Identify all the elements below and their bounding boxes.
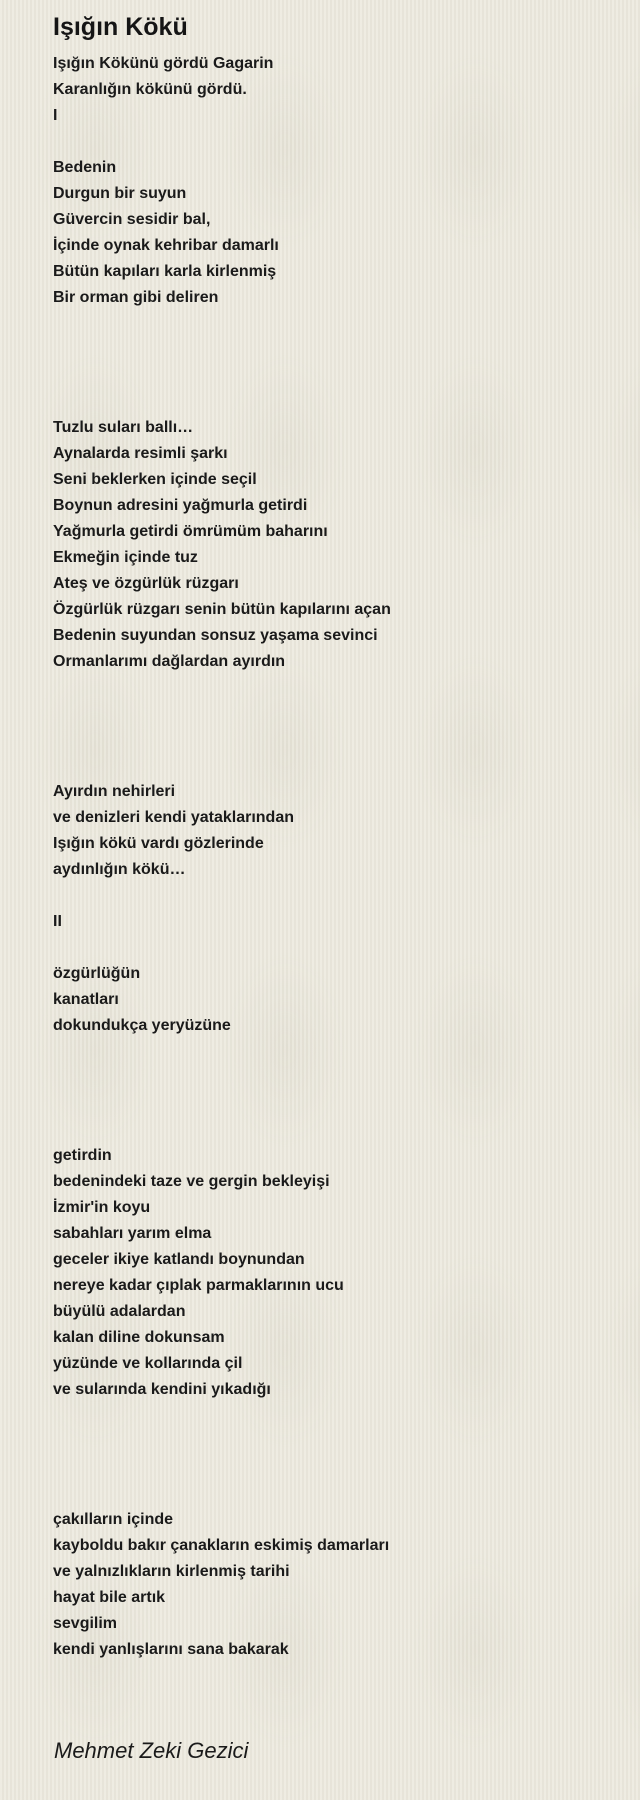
- poem-line: Karanlığın kökünü gördü.: [53, 81, 247, 98]
- poem-line: çakılların içinde: [53, 1511, 174, 1528]
- poem-line: aydınlığın kökü…: [53, 861, 186, 878]
- poem-line: Bir orman gibi deliren: [53, 289, 219, 306]
- poem-blank-line: [53, 1403, 613, 1429]
- poem-blank-line: [53, 1039, 613, 1065]
- poem-title: Işığın Kökü: [53, 13, 188, 41]
- poem-blank-line: [53, 753, 613, 779]
- poem-blank-line: [53, 363, 613, 389]
- poem-author: Mehmet Zeki Gezici: [54, 1738, 249, 1763]
- poem-line: sabahları yarım elma: [53, 1225, 212, 1242]
- poem-blank-line: [53, 883, 613, 909]
- poem-line: getirdin: [53, 1147, 112, 1164]
- poem-line: kayboldu bakır çanakların eskimiş damarları: [53, 1537, 390, 1554]
- poem-blank-line: [53, 935, 613, 961]
- poem-line: kalan diline dokunsam: [53, 1329, 225, 1346]
- poem-line: ve sularında kendini yıkadığı: [53, 1381, 271, 1398]
- poem-blank-line: [53, 1065, 613, 1091]
- poem-line: Bedenin suyundan sonsuz yaşama sevinci: [53, 627, 378, 644]
- poem-blank-line: [53, 675, 613, 701]
- poem-line: büyülü adalardan: [53, 1303, 186, 1320]
- poem-line: ve denizleri kendi yataklarından: [53, 809, 294, 826]
- poem-blank-line: [53, 129, 613, 155]
- poem-blank-line: [53, 1091, 613, 1117]
- poem-blank-line: [53, 337, 613, 363]
- poem-line: Işığın Kökünü gördü Gagarin: [53, 55, 274, 72]
- poem-line: Yağmurla getirdi ömrümüm baharını: [53, 523, 328, 540]
- poem-line: Özgürlük rüzgarı senin bütün kapılarını açan: [53, 601, 391, 618]
- poem-line: bedenindeki taze ve gergin bekleyişi: [53, 1173, 330, 1190]
- poem-line: Işığın kökü vardı gözlerinde: [53, 835, 264, 852]
- poem-body: [53, 51, 613, 1663]
- poem-line: dokundukça yeryüzüne: [53, 1017, 231, 1034]
- poem-line: Tuzlu suları ballı…: [53, 419, 194, 436]
- poem-blank-line: [53, 1481, 613, 1507]
- poem-line: Aynalarda resimli şarkı: [53, 445, 228, 462]
- poem-line: I: [53, 107, 58, 124]
- poem-line: hayat bile artık: [53, 1589, 166, 1606]
- poem-line: Bedenin: [53, 159, 117, 176]
- poem-line: Ormanlarımı dağlardan ayırdın: [53, 653, 286, 670]
- poem-line: özgürlüğün: [53, 965, 141, 982]
- poem-line: kendi yanlışlarını sana bakarak: [53, 1641, 289, 1658]
- poem-line: ve yalnızlıkların kirlenmiş tarihi: [53, 1563, 290, 1580]
- poem-line: İzmir'in koyu: [53, 1199, 151, 1216]
- poem-blank-line: [53, 727, 613, 753]
- poem-blank-line: [53, 1117, 613, 1143]
- poem-line: Bütün kapıları karla kirlenmiş: [53, 263, 277, 280]
- poem-line: Boynun adresini yağmurla getirdi: [53, 497, 308, 514]
- poem-line: II: [53, 913, 62, 930]
- poem-blank-line: [53, 311, 613, 337]
- poem-line: İçinde oynak kehribar damarlı: [53, 237, 279, 254]
- poem-blank-line: [53, 389, 613, 415]
- poem-line: geceler ikiye katlandı boynundan: [53, 1251, 305, 1268]
- poem-line: Ayırdın nehirleri: [53, 783, 176, 800]
- poem-blank-line: [53, 1429, 613, 1455]
- poem-line: nereye kadar çıplak parmaklarının ucu: [53, 1277, 344, 1294]
- poem-line: sevgilim: [53, 1615, 118, 1632]
- poem-blank-line: [53, 1455, 613, 1481]
- poem-line: kanatları: [53, 991, 119, 1008]
- poem-line: Güvercin sesidir bal,: [53, 211, 211, 228]
- poem-line: Ekmeğin içinde tuz: [53, 549, 198, 566]
- poem-line: Durgun bir suyun: [53, 185, 187, 202]
- poem-line: Ateş ve özgürlük rüzgarı: [53, 575, 239, 592]
- poem-blank-line: [53, 701, 613, 727]
- poem-line: Seni beklerken içinde seçil: [53, 471, 257, 488]
- poem-line: yüzünde ve kollarında çil: [53, 1355, 243, 1372]
